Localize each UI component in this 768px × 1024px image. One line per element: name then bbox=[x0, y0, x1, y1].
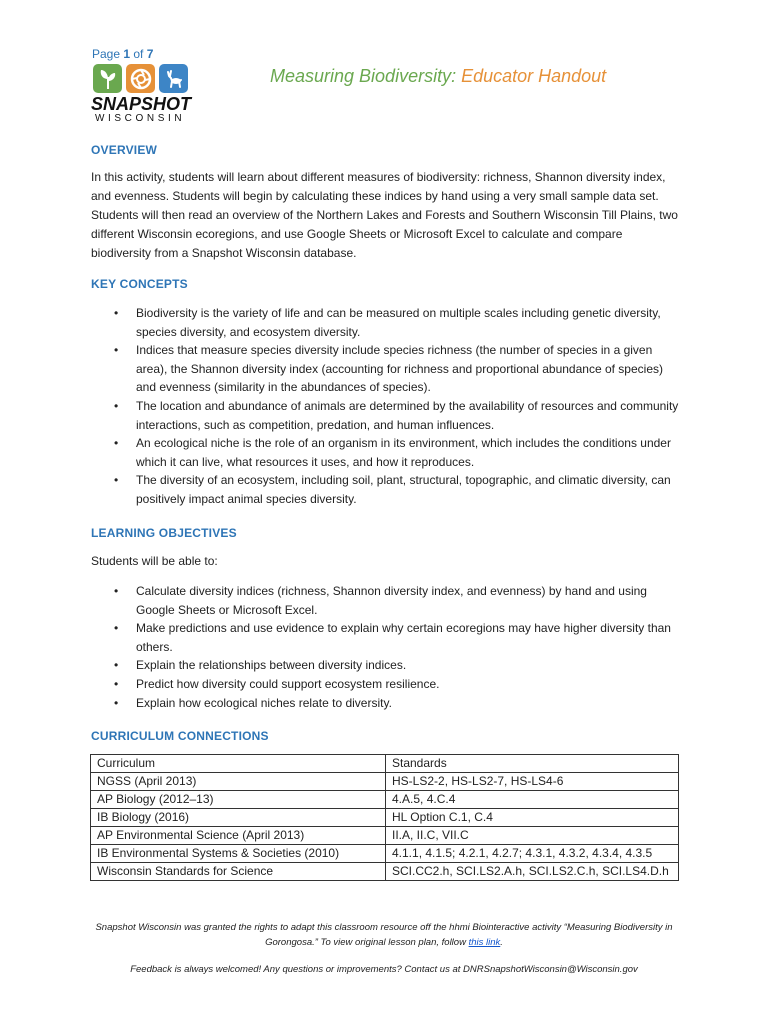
list-item-text: Calculate diversity indices (richness, Shannon diversity index, and evenness) by hand and using Google Sheets or Microsoft Excel. bbox=[136, 584, 647, 617]
table-row bbox=[91, 845, 679, 863]
list-item: • An ecological niche is the role of an organism in its environment, which includes the conditions under which it can live, what resources it uses, and how it reproduces. bbox=[114, 436, 671, 469]
list-item: • Explain the relationships between diversity indices. bbox=[114, 658, 407, 673]
list-item-text: The location and abundance of animals are determined by the availability of resources and community interactions, such as competition, predation, and human influences. bbox=[136, 398, 679, 432]
table-cell: SCI.CC2.h, SCI.LS2.A.h, SCI.LS2.C.h, SCI.LS4.D.h bbox=[386, 863, 679, 881]
list-item-text: Explain how ecological niches relate to diversity. bbox=[136, 695, 392, 710]
list-item: • Make predictions and use evidence to explain why certain ecoregions may have higher diversity than others. bbox=[114, 621, 671, 654]
table-cell: IB Environmental Systems & Societies (2010) bbox=[91, 845, 386, 863]
curriculum-table bbox=[90, 754, 679, 881]
list-item: • Explain how ecological niches relate to diversity. bbox=[114, 695, 392, 710]
table-row bbox=[91, 863, 679, 881]
table-cell: 4.1.1, 4.1.5; 4.2.1, 4.2.7; 4.3.1, 4.3.2, 4.3.4, 4.3.5 bbox=[386, 845, 679, 863]
attribution-end: . bbox=[500, 937, 503, 948]
document-title bbox=[270, 66, 606, 87]
table-cell: 4.A.5, 4.C.4 bbox=[386, 791, 679, 809]
logo-subtitle: WISCONSIN bbox=[95, 113, 186, 124]
title-sub: Educator Handout bbox=[461, 66, 607, 86]
table-header-cell: Standards bbox=[386, 755, 679, 773]
learning-objectives-intro: Students will be able to: bbox=[91, 554, 218, 568]
feedback-note: Feedback is always welcomed! Any questions or improvements? Contact us at DNRSnapshotWisconsin@Wisconsin.gov bbox=[130, 964, 638, 975]
logo-wordmark: SNAPSHOT bbox=[91, 94, 192, 114]
list-item-text: Indices that measure species diversity include species richness (the number of species in a given area), the Shannon diversity index (accounting for richness and proportional abundance of species) and evenness (similarity in the abundances of species). bbox=[136, 343, 663, 395]
key-concepts-heading: KEY CONCEPTS bbox=[91, 277, 188, 291]
table-cell: AP Biology (2012–13) bbox=[91, 791, 386, 809]
list-item-text: Make predictions and use evidence to explain why certain ecoregions may have higher diversity than others. bbox=[136, 621, 671, 654]
logo-icons bbox=[93, 64, 195, 93]
table-row bbox=[91, 791, 679, 809]
table-cell: HS-LS2-2, HS-LS2-7, HS-LS4-6 bbox=[386, 773, 679, 791]
learning-objectives-heading: LEARNING OBJECTIVES bbox=[91, 526, 237, 540]
page-number bbox=[92, 47, 153, 61]
snapshot-wisconsin-logo bbox=[91, 64, 195, 130]
overview-text: In this activity, students will learn about different measures of biodiversity: richness, Shannon diversity index, and evenness. Students will begin by calculating these indices by hand using a very small sample data set. Students will then read an overview of the Northern Lakes and Forests and Southern Wisconsin Till Plains, two different Wisconsin ecoregions, and use Google Sheets or Microsoft Excel to calculate and compare biodiversity from a Snapshot Wisconsin database. bbox=[91, 170, 678, 260]
table-cell: AP Environmental Science (April 2013) bbox=[91, 827, 386, 845]
list-item: • Calculate diversity indices (richness, Shannon diversity index, and evenness) by hand and using Google Sheets or Microsoft Excel. bbox=[114, 584, 647, 617]
learning-objectives-list bbox=[91, 582, 681, 712]
key-concepts-list bbox=[91, 304, 681, 509]
list-item-text: Explain the relationships between diversity indices. bbox=[136, 658, 407, 673]
list-item: • Biodiversity is the variety of life and can be measured on multiple scales including genetic diversity, species diversity, and ecosystem diversity. bbox=[114, 306, 661, 339]
list-item-text: The diversity of an ecosystem, including soil, plant, structural, topographic, and climatic diversity, can positively impact animal species diversity. bbox=[136, 473, 671, 506]
list-item: • Predict how diversity could support ecosystem resilience. bbox=[114, 676, 440, 691]
title-main: Measuring Biodiversity: bbox=[270, 66, 462, 86]
list-item-text: An ecological niche is the role of an organism in its environment, which includes the conditions under which it can live, what resources it uses, and how it reproduces. bbox=[136, 436, 671, 469]
list-item-text: Predict how diversity could support ecosystem resilience. bbox=[136, 676, 440, 691]
table-cell: NGSS (April 2013) bbox=[91, 773, 386, 791]
page-prefix: Page bbox=[92, 47, 124, 61]
table-row bbox=[91, 773, 679, 791]
list-item: • The location and abundance of animals are determined by the availability of resources and community interactions, such as competition, predation, and human influences. bbox=[114, 398, 679, 432]
curriculum-heading: CURRICULUM CONNECTIONS bbox=[91, 729, 269, 743]
deer-icon bbox=[159, 64, 188, 93]
overview-heading: OVERVIEW bbox=[91, 143, 158, 157]
list-item: • The diversity of an ecosystem, including soil, plant, structural, topographic, and climatic diversity, can positively impact animal species diversity. bbox=[114, 473, 671, 506]
page-total: 7 bbox=[146, 47, 154, 61]
original-lesson-link[interactable]: this link bbox=[468, 937, 501, 948]
table-header-row bbox=[91, 755, 679, 773]
page-current: 1 bbox=[123, 47, 131, 61]
table-cell: IB Biology (2016) bbox=[91, 809, 386, 827]
table-row bbox=[91, 809, 679, 827]
table-row bbox=[91, 827, 679, 845]
table-cell: Wisconsin Standards for Science bbox=[91, 863, 386, 881]
attribution-text: Snapshot Wisconsin was granted the rights to adapt this classroom resource off the hhmi Biointeractive activity “Measuring Biodiversity in Gorongosa.” To view original lesson plan, follow bbox=[95, 922, 673, 948]
attribution-note bbox=[92, 920, 676, 950]
sprout-icon bbox=[93, 64, 122, 93]
table-header-cell: Curriculum bbox=[91, 755, 386, 773]
table-cell: II.A, II.C, VII.C bbox=[386, 827, 679, 845]
camera-aperture-icon bbox=[126, 64, 155, 93]
list-item-text: Biodiversity is the variety of life and can be measured on multiple scales including genetic diversity, species diversity, and ecosystem diversity. bbox=[136, 306, 661, 339]
list-item: • Indices that measure species diversity include species richness (the number of species in a given area), the Shannon diversity index (accounting for richness and proportional abundance of species) and evenness (similarity in the abundances of species). bbox=[114, 343, 663, 395]
page-of: of bbox=[130, 47, 147, 61]
table-cell: HL Option C.1, C.4 bbox=[386, 809, 679, 827]
